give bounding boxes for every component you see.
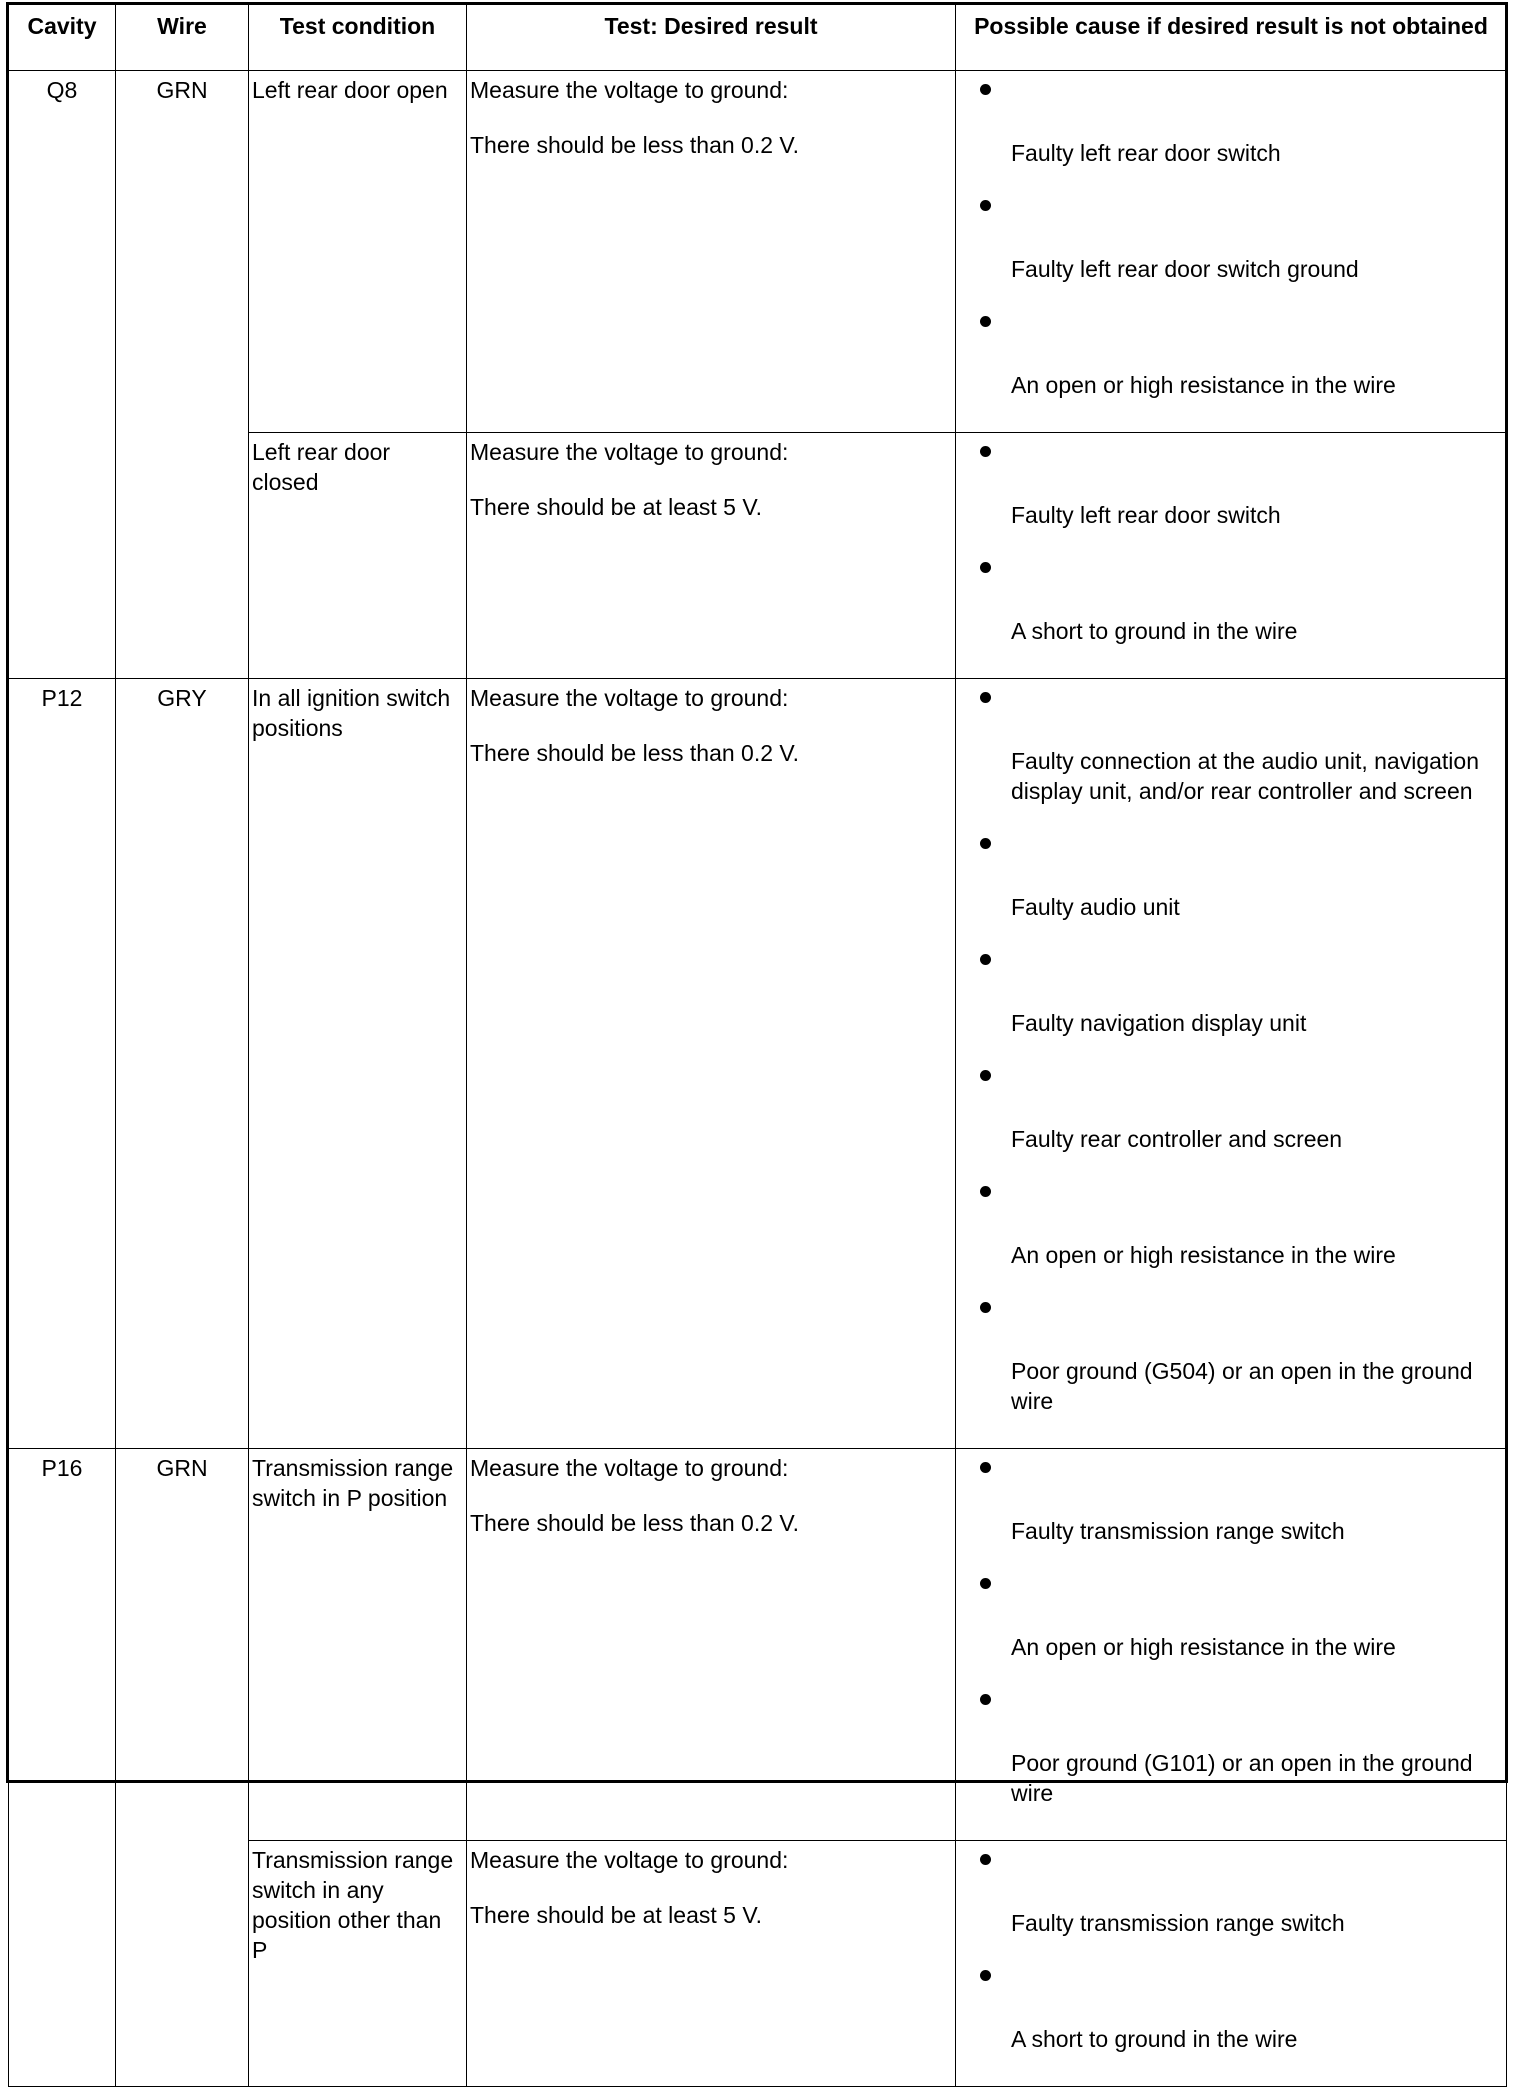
condition-cell: Left rear door closed [249,433,467,679]
cause-item: Faulty transmission range switch [1011,1910,1345,1936]
cause-item: Faulty transmission range switch [1011,1518,1345,1544]
test-cell [467,71,956,433]
table-row [9,71,1507,433]
bullet-icon [980,692,991,703]
bullet-icon [980,1070,991,1081]
bullet-icon [980,1694,991,1705]
condition-cell: Transmission range switch in any position other than P [249,1841,467,2087]
test-cell [467,679,956,1449]
bullet-icon [980,954,991,965]
bullet-icon [980,84,991,95]
bullet-icon [980,1970,991,1981]
bullet-icon [980,1302,991,1313]
cause-item: Poor ground (G504) or an open in the ground wire [1011,1358,1473,1414]
cause-item: Faulty navigation display unit [1011,1010,1307,1036]
condition-cell: Left rear door open [249,71,467,433]
cause-item: Faulty rear controller and screen [1011,1126,1343,1152]
test-expected-value: There should be at least 5 V. [470,494,762,520]
test-instruction: Measure the voltage to ground: [470,1455,789,1481]
header-possible-cause: Possible cause if desired result is not obtained [956,5,1507,71]
cavity-cell: P16 [9,1449,116,2087]
cause-item: Faulty left rear door switch [1011,140,1281,166]
header-test-desired-result: Test: Desired result [467,5,956,71]
header-wire: Wire [116,5,249,71]
test-expected-value: There should be at least 5 V. [470,1902,762,1928]
cause-item: An open or high resistance in the wire [1011,1242,1396,1268]
cause-item: Faulty left rear door switch ground [1011,256,1359,282]
cause-item: Faulty connection at the audio unit, navigation display unit, and/or rear controller and screen [1011,748,1479,804]
cause-item: A short to ground in the wire [1011,618,1298,644]
cause-item: An open or high resistance in the wire [1011,1634,1396,1660]
cause-cell [956,1841,1507,2087]
cause-cell [956,71,1507,433]
condition-cell: In all ignition switch positions [249,679,467,1449]
cause-item: Poor ground (G101) or an open in the ground wire [1011,1750,1473,1806]
cause-item: Faulty audio unit [1011,894,1180,920]
bullet-icon [980,1578,991,1589]
test-cell [467,1841,956,2087]
test-cell [467,433,956,679]
test-instruction: Measure the voltage to ground: [470,1847,789,1873]
condition-cell: Transmission range switch in P position [249,1449,467,1841]
test-expected-value: There should be less than 0.2 V. [470,740,800,766]
bullet-icon [980,200,991,211]
cavity-cell: P12 [9,679,116,1449]
wire-cell: GRN [116,71,249,679]
cause-cell [956,1449,1507,1841]
table-row [9,1449,1507,1841]
bullet-icon [980,1462,991,1473]
cause-cell [956,679,1507,1449]
troubleshooting-table [8,4,1507,2087]
bullet-icon [980,562,991,573]
bullet-icon [980,838,991,849]
bullet-icon [980,1854,991,1865]
test-instruction: Measure the voltage to ground: [470,77,789,103]
test-expected-value: There should be less than 0.2 V. [470,132,800,158]
bullet-icon [980,316,991,327]
cavity-cell: Q8 [9,71,116,679]
cause-item: A short to ground in the wire [1011,2026,1298,2052]
test-cell [467,1449,956,1841]
test-expected-value: There should be less than 0.2 V. [470,1510,800,1536]
bullet-icon [980,446,991,457]
test-instruction: Measure the voltage to ground: [470,439,789,465]
test-instruction: Measure the voltage to ground: [470,685,789,711]
cause-item: An open or high resistance in the wire [1011,372,1396,398]
cause-item: Faulty left rear door switch [1011,502,1281,528]
header-cavity: Cavity [9,5,116,71]
table-row [9,679,1507,1449]
header-test-condition: Test condition [249,5,467,71]
bullet-icon [980,1186,991,1197]
table-header-row [9,5,1507,71]
cause-cell [956,433,1507,679]
wire-cell: GRY [116,679,249,1449]
wire-cell: GRN [116,1449,249,2087]
